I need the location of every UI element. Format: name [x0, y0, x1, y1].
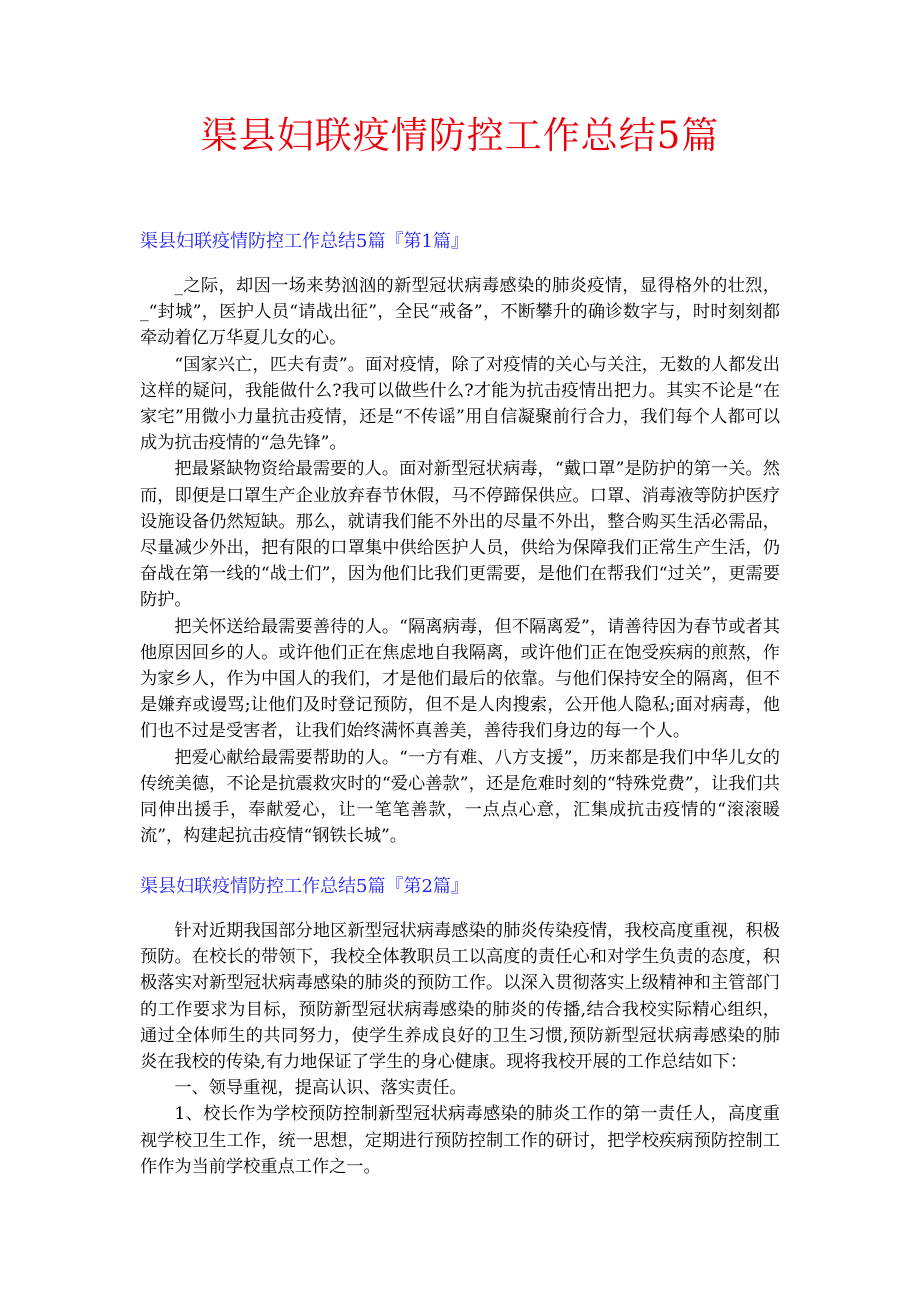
section-1-body [140, 273, 780, 849]
section-2-paragraph-1: 针对近期我国部分地区新型冠状病毒感染的肺炎传染疫情，我校高度重视，积极预防。在校长的带领下，我校全体教职员工以高度的责任心和对学生负责的态度，积极落实对新型冠状病毒感染的肺炎的预防工作。以深入贯彻落实上级精神和主管部门的工作要求为目标，预防新型冠状病毒感染的肺炎的传播,结合我校实际精心组织，通过全体师生的共同努力，使学生养成良好的卫生习惯,预防新型冠状病毒感染的肺炎在我校的传染,有力地保证了学生的身心健康。现将我校开展的工作总结如下： [140, 921, 780, 1073]
section-1-heading: 渠县妇联疫情防控工作总结5篇『第1篇』 [140, 231, 469, 252]
section-1-paragraph-4: 把关怀送给最需要善待的人。“隔离病毒，但不隔离爱”，请善待因为春节或者其他原因回乡的人。或许他们正在焦虑地自我隔离，或许他们正在饱受疾病的煎熬，作为家乡人，作为中国人的我们，才是他们最后的依靠。与他们保持安全的隔离，但不是嫌弃或谩骂;让他们及时登记预防，但不是人肉搜索，公开他人隐私;面对病毒，他们也不过是受害者，让我们始终满怀真善美，善待我们身边的每一个人。 [140, 616, 780, 742]
section-2-body [140, 918, 780, 1180]
section-2-heading: 渠县妇联疫情防控工作总结5篇『第2篇』 [140, 876, 469, 897]
section-1-paragraph-2: “国家兴亡，匹夫有责”。面对疫情，除了对疫情的关心与关注，无数的人都发出这样的疑问，我能做什么?我可以做些什么?才能为抗击疫情出把力。其实不论是“在家宅”用微小力量抗击疫情，还是“不传谣”用自信凝聚前行合力，我们每个人都可以成为抗击疫情的“急先锋”。 [140, 354, 780, 454]
section-1-paragraph-3: 把最紧缺物资给最需要的人。面对新型冠状病毒，“戴口罩”是防护的第一关。然而，即便是口罩生产企业放弃春节休假，马不停蹄保供应。口罩、消毒液等防护医疗设施设备仍然短缺。那么，就请我们能不外出的尽量不外出，整合购买生活必需品，尽量减少外出，把有限的口罩集中供给医护人员，供给为保障我们正常生产生活，仍奋战在第一线的“战士们”，因为他们比我们更需要，是他们在帮我们“过关”，更需要防护。 [140, 459, 780, 611]
section-2-paragraph-3: 1、校长作为学校预防控制新型冠状病毒感染的肺炎工作的第一责任人，高度重视学校卫生工作，统一思想，定期进行预防控制工作的研讨，把学校疾病预防控制工作作为当前学校重点工作之一。 [140, 1104, 780, 1177]
section-1-paragraph-5: 把爱心献给最需要帮助的人。“一方有难、八方支援”，历来都是我们中华儿女的传统美德，不论是抗震救灾时的“爱心善款”，还是危难时刻的“特殊党费”，让我们共同伸出援手，奉献爱心，让一笔笔善款，一点点心意，汇集成抗击疫情的“滚滚暖流”，构建起抗击疫情“钢铁长城”。 [140, 747, 780, 847]
section-1-paragraph-1: _之际，却因一场来势汹汹的新型冠状病毒感染的肺炎疫情，显得格外的壮烈，_“封城”，医护人员“请战出征”，全民“戒备”，不断攀升的确诊数字与，时时刻刻都牵动着亿万华夏儿女的心。 [140, 276, 780, 349]
document-title: 渠县妇联疫情防控工作总结5篇 [200, 114, 720, 157]
section-2-paragraph-2: 一、领导重视，提高认识、落实责任。 [174, 1078, 467, 1099]
